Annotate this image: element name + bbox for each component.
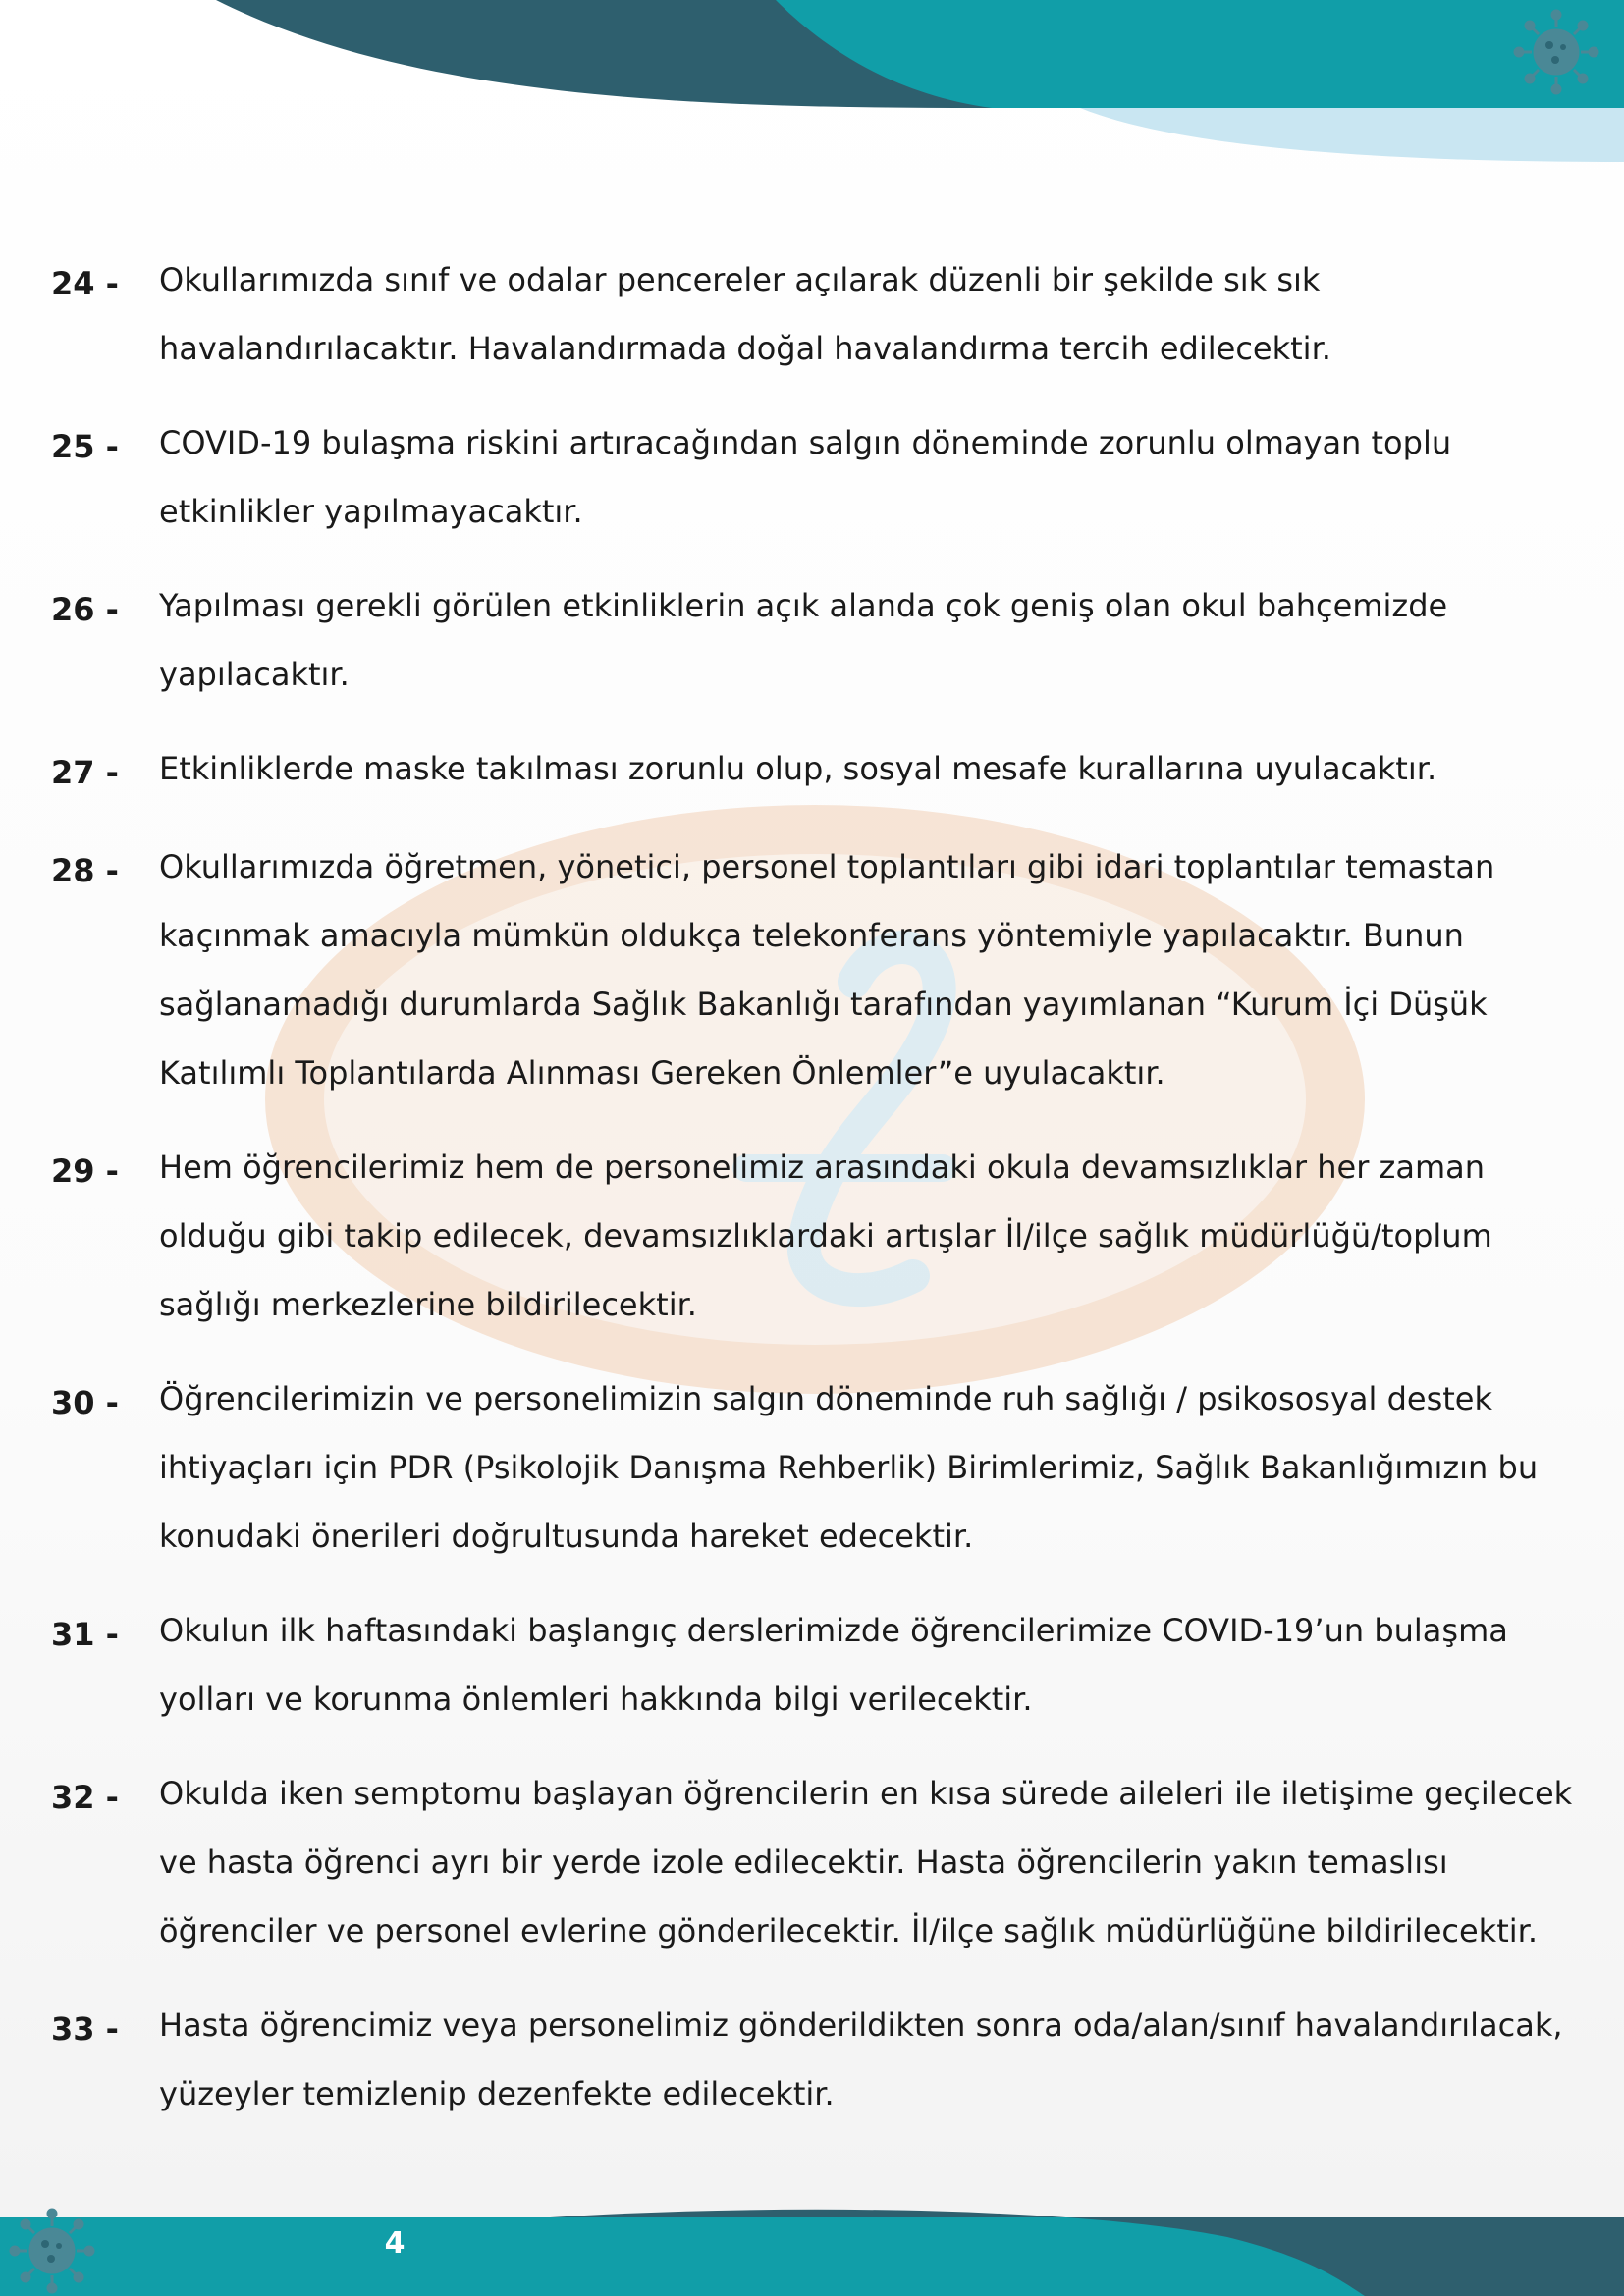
list-item — [51, 1364, 1583, 1571]
item-number: 32 - — [51, 1779, 119, 1816]
item-number: 31 - — [51, 1616, 119, 1653]
list-item — [51, 1133, 1583, 1339]
list-item — [51, 408, 1583, 546]
list-item — [51, 832, 1583, 1107]
item-text: Etkinliklerde maske takılması zorunlu olup, sosyal mesafe kurallarına uyulacaktır. — [159, 750, 1437, 787]
item-text: Hem öğrencilerimiz hem de personelimiz arasındaki okula devamsızlıklar her zaman olduğu gibi takip edilecek, devamsızlıklardaki artışlar İl/ilçe sağlık müdürlüğü/toplum sağlığı merkezlerine bildirilecektir. — [159, 1148, 1492, 1323]
list-item — [51, 1596, 1583, 1734]
item-number: 29 - — [51, 1152, 119, 1190]
item-number: 33 - — [51, 2010, 119, 2048]
measures-list — [51, 245, 1583, 2154]
item-text: Yapılması gerekli görülen etkinliklerin açık alanda çok geniş olan okul bahçemizde yapılacaktır. — [159, 587, 1448, 693]
item-text: COVID-19 bulaşma riskini artıracağından salgın döneminde zorunlu olmayan toplu etkinlikler yapılmayacaktır. — [159, 424, 1452, 530]
item-text: Okullarımızda öğretmen, yönetici, personel toplantıları gibi idari toplantılar temastan kaçınmak amacıyla mümkün oldukça telekonferans yöntemiyle yapılacaktır. Bunun sağlanamadığı durumlarda Sağlık Bakanlığı tarafından yayımlanan “Kurum İçi Düşük Katılımlı Toplantılarda Alınması Gereken Önlemler”e uyulacaktır. — [159, 848, 1495, 1092]
list-item — [51, 571, 1583, 709]
item-number: 27 - — [51, 754, 119, 791]
virus-icon — [8, 2207, 96, 2295]
item-number: 24 - — [51, 265, 119, 302]
item-number: 28 - — [51, 852, 119, 889]
list-item — [51, 1759, 1583, 1965]
page-number: 4 — [384, 2226, 406, 2261]
list-item — [51, 245, 1583, 383]
header-decoration — [0, 0, 1624, 167]
item-number: 26 - — [51, 591, 119, 628]
item-number: 30 - — [51, 1384, 119, 1421]
footer-decoration — [0, 2198, 1624, 2296]
list-item — [51, 734, 1583, 807]
item-text: Okulda iken semptomu başlayan öğrencilerin en kısa sürede aileleri ile iletişime geçilecek ve hasta öğrenci ayrı bir yerde izole edilecektir. Hasta öğrencilerin yakın temaslısı öğrenciler ve personel evlerine gönderilecektir. İl/ilçe sağlık müdürlüğüne bildirilecektir. — [159, 1775, 1573, 1949]
item-text: Öğrencilerimizin ve personelimizin salgın döneminde ruh sağlığı / psikososyal destek ihtiyaçları için PDR (Psikolojik Danışma Rehberlik) Birimlerimiz, Sağlık Bakanlığımızın bu konudaki önerileri doğrultusunda hareket edecektir. — [159, 1380, 1539, 1555]
item-text: Hasta öğrencimiz veya personelimiz gönderildikten sonra oda/alan/sınıf havalandırılacak, yüzeyler temizlenip dezenfekte edilecektir. — [159, 2006, 1563, 2112]
list-item — [51, 1991, 1583, 2128]
item-text: Okulun ilk haftasındaki başlangıç derslerimizde öğrencilerimize COVID-19’un bulaşma yolları ve korunma önlemleri hakkında bilgi verilecektir. — [159, 1612, 1508, 1718]
virus-icon — [1512, 8, 1600, 96]
item-number: 25 - — [51, 428, 119, 465]
item-text: Okullarımızda sınıf ve odalar pencereler açılarak düzenli bir şekilde sık sık havalandırılacaktır. Havalandırmada doğal havalandırma tercih edilecektir. — [159, 261, 1331, 367]
